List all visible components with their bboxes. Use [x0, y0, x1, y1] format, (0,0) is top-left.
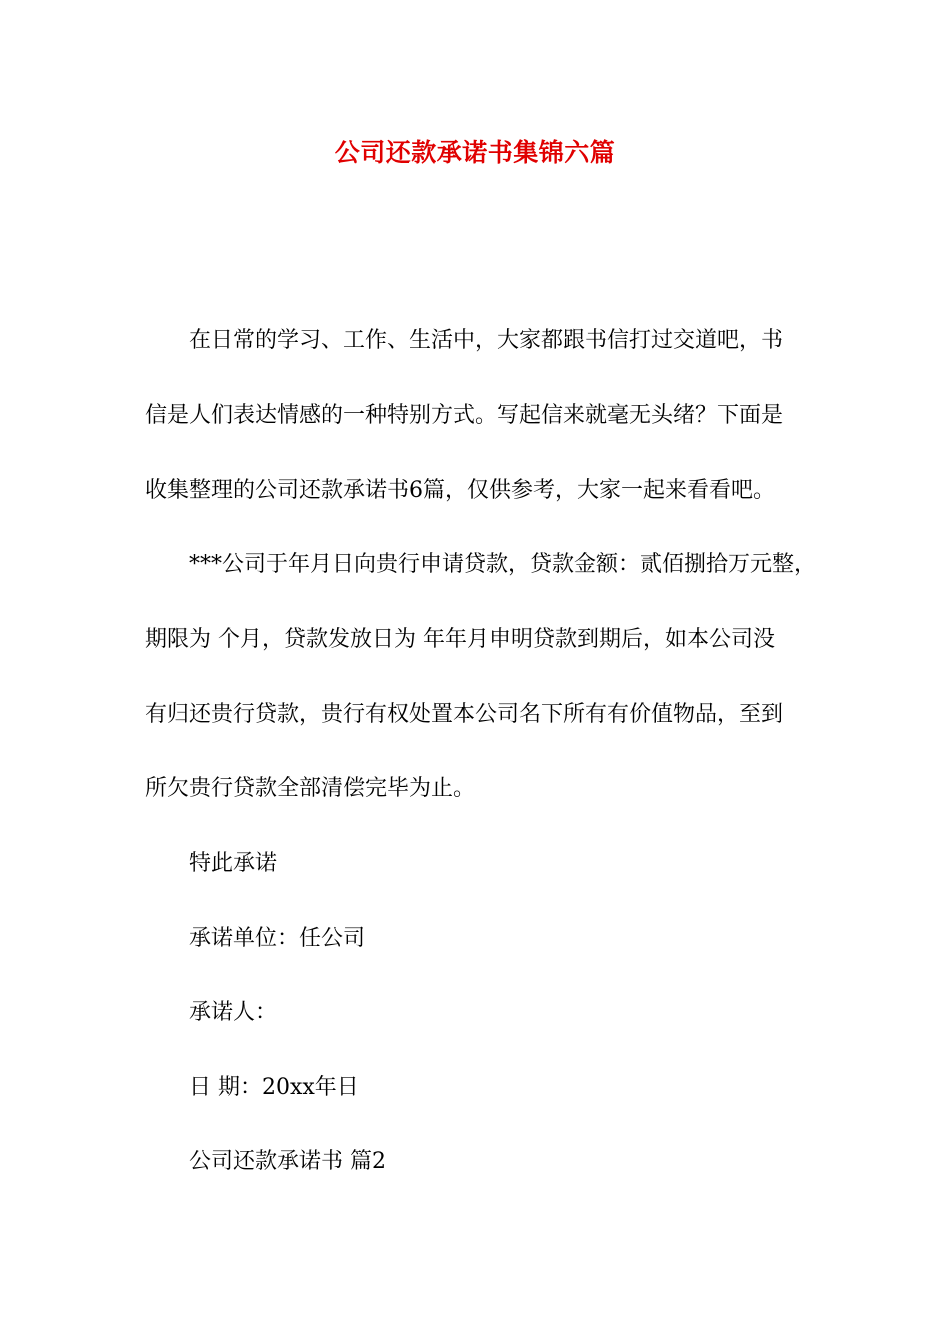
section-heading-2: 公司还款承诺书 篇2 [189, 1149, 386, 1174]
promisor-label: 承诺人： [189, 1000, 278, 1025]
letter-line-2: 期限为 个月，贷款发放日为 年年月申明贷款到期后，如本公司没 [145, 627, 775, 652]
promise-unit: 承诺单位：任公司 [189, 926, 366, 951]
letter-line-3: 有归还贵行贷款，贵行有权处置本公司名下所有有价值物品，至到 [145, 702, 784, 727]
intro-line-1: 在日常的学习、工作、生活中，大家都跟书信打过交道吧，书 [189, 328, 784, 353]
date-line: 日 期：20xx年日 [189, 1075, 359, 1100]
letter-line-1: ***公司于年月日向贵行申请贷款，贷款金额：贰佰捌拾万元整， [189, 552, 817, 577]
letter-line-4: 所欠贵行贷款全部清偿完毕为止。 [145, 776, 476, 801]
intro-line-2: 信是人们表达情感的一种特别方式。写起信来就毫无头绪？下面是 [145, 403, 784, 428]
document-title: 公司还款承诺书集锦六篇 [334, 138, 616, 167]
intro-line-3: 收集整理的公司还款承诺书6篇，仅供参考，大家一起来看看吧。 [145, 478, 775, 503]
closing-text: 特此承诺 [189, 851, 278, 876]
